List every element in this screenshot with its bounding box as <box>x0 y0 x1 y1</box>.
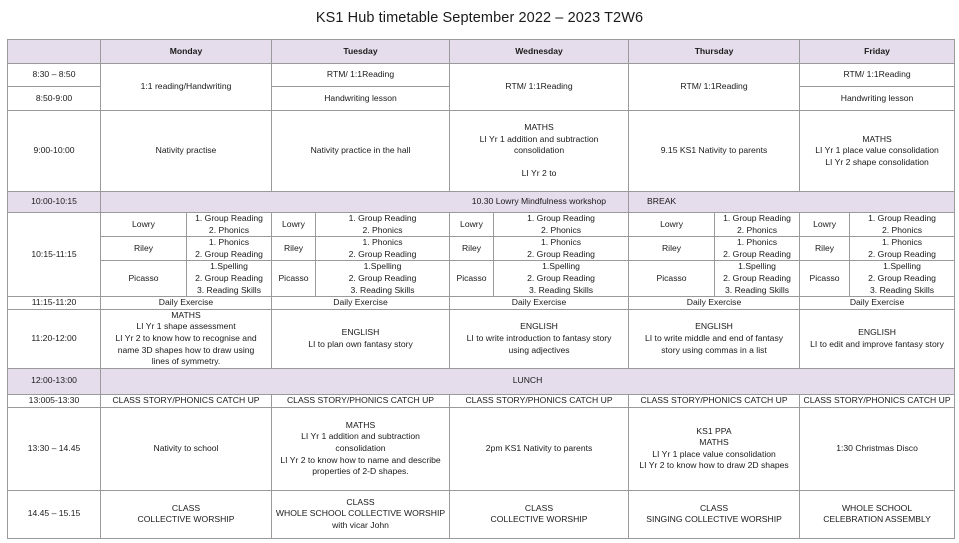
cell-mon-afternoon: Nativity to school <box>101 407 272 490</box>
table-row <box>8 297 955 310</box>
cell-thu-worship: CLASS SINGING COLLECTIVE WORSHIP <box>629 490 800 538</box>
cell-fri-early-1: RTM/ 1:1Reading <box>800 64 955 87</box>
cell-thu-afternoon: KS1 PPA MATHS LI Yr 1 place value consolidation LI Yr 2 to know how to draw 2D shapes <box>629 407 800 490</box>
table-row <box>8 111 955 192</box>
table-row <box>8 490 955 538</box>
group-riley-activities: 1. Phonics 2. Group Reading <box>494 237 629 261</box>
cell-wed-afternoon: 2pm KS1 Nativity to parents <box>450 407 629 490</box>
day-header-tuesday: Tuesday <box>272 40 450 64</box>
day-header-monday: Monday <box>101 40 272 64</box>
group-lowry-activities: 1. Group Reading 2. Phonics <box>715 213 800 237</box>
cell-fri-session1: MATHS LI Yr 1 place value consolidation LI Yr 2 shape consolidation <box>800 111 955 192</box>
cell-tue-early-1: RTM/ 1:1Reading <box>272 64 450 87</box>
group-lowry-activities: 1. Group Reading 2. Phonics <box>316 213 450 237</box>
table-row <box>8 237 955 261</box>
group-picasso-activities: 1.Spelling 2. Group Reading 3. Reading Skills <box>187 261 272 297</box>
time-cell: 10:15-11:15 <box>8 213 101 297</box>
cell-tue-afternoon: MATHS LI Yr 1 addition and subtraction consolidation LI Yr 2 to know how to name and describe properties of 2-D shapes. <box>272 407 450 490</box>
group-riley-activities: 1. Phonics 2. Group Reading <box>187 237 272 261</box>
time-cell: 11:20-12:00 <box>8 309 101 368</box>
cell-wed-worship: CLASS COLLECTIVE WORSHIP <box>450 490 629 538</box>
cell-mon-session1: Nativity practise <box>101 111 272 192</box>
group-riley: Riley <box>800 237 850 261</box>
group-lowry-activities: 1. Group Reading 2. Phonics <box>850 213 955 237</box>
table-row <box>8 213 955 237</box>
cell-tue-worship: CLASS WHOLE SCHOOL COLLECTIVE WORSHIP with vicar John <box>272 490 450 538</box>
group-lowry: Lowry <box>450 213 494 237</box>
group-lowry: Lowry <box>629 213 715 237</box>
table-row <box>8 394 955 407</box>
cell-wed-exercise: Daily Exercise <box>450 297 629 310</box>
cell-thu-session1: 9.15 KS1 Nativity to parents <box>629 111 800 192</box>
group-picasso-activities: 1.Spelling 2. Group Reading 3. Reading Skills <box>850 261 955 297</box>
timetable <box>7 39 955 539</box>
group-riley-activities: 1. Phonics 2. Group Reading <box>715 237 800 261</box>
time-cell: 14.45 – 15.15 <box>8 490 101 538</box>
cell-thu-early: RTM/ 1:1Reading <box>629 64 800 111</box>
time-cell: 11:15-11:20 <box>8 297 101 310</box>
cell-fri-early-2: Handwriting lesson <box>800 87 955 111</box>
cell-wed-early: RTM/ 1:1Reading <box>450 64 629 111</box>
table-row <box>8 309 955 368</box>
time-cell: 8:50-9:00 <box>8 87 101 111</box>
cell-fri-session2: ENGLISH LI to edit and improve fantasy story <box>800 309 955 368</box>
group-picasso: Picasso <box>800 261 850 297</box>
cell-mon-early: 1:1 reading/Handwriting <box>101 64 272 111</box>
cell-fri-afternoon: 1:30 Christmas Disco <box>800 407 955 490</box>
table-row <box>8 64 955 87</box>
group-picasso: Picasso <box>450 261 494 297</box>
time-cell: 8:30 – 8:50 <box>8 64 101 87</box>
group-riley: Riley <box>272 237 316 261</box>
corner-cell <box>8 40 101 64</box>
cell-thu-exercise: Daily Exercise <box>629 297 800 310</box>
group-lowry-activities: 1. Group Reading 2. Phonics <box>494 213 629 237</box>
cell-tue-session1: Nativity practice in the hall <box>272 111 450 192</box>
group-lowry-activities: 1. Group Reading 2. Phonics <box>187 213 272 237</box>
day-header-wednesday: Wednesday <box>450 40 629 64</box>
break-label: BREAK <box>629 192 955 213</box>
group-picasso-activities: 1.Spelling 2. Group Reading 3. Reading Skills <box>316 261 450 297</box>
group-picasso: Picasso <box>272 261 316 297</box>
cell-tue-catchup: CLASS STORY/PHONICS CATCH UP <box>272 394 450 407</box>
time-cell: 13:005-13:30 <box>8 394 101 407</box>
cell-fri-catchup: CLASS STORY/PHONICS CATCH UP <box>800 394 955 407</box>
cell-wed-session1: MATHS LI Yr 1 addition and subtraction consolidation LI Yr 2 to <box>450 111 629 192</box>
header-row <box>8 40 955 64</box>
group-riley-activities: 1. Phonics 2. Group Reading <box>316 237 450 261</box>
break-row <box>8 192 955 213</box>
cell-mon-worship: CLASS COLLECTIVE WORSHIP <box>101 490 272 538</box>
cell-tue-exercise: Daily Exercise <box>272 297 450 310</box>
time-cell: 12:00-13:00 <box>8 368 101 394</box>
group-picasso: Picasso <box>101 261 187 297</box>
cell-tue-session2: ENGLISH LI to plan own fantasy story <box>272 309 450 368</box>
cell-wed-session2: ENGLISH LI to write introduction to fantasy story using adjectives <box>450 309 629 368</box>
cell-fri-worship: WHOLE SCHOOL CELEBRATION ASSEMBLY <box>800 490 955 538</box>
day-header-thursday: Thursday <box>629 40 800 64</box>
time-cell: 10:00-10:15 <box>8 192 101 213</box>
cell-mon-catchup: CLASS STORY/PHONICS CATCH UP <box>101 394 272 407</box>
group-lowry: Lowry <box>272 213 316 237</box>
cell-thu-catchup: CLASS STORY/PHONICS CATCH UP <box>629 394 800 407</box>
group-picasso: Picasso <box>629 261 715 297</box>
lunch-row <box>8 368 955 394</box>
group-lowry: Lowry <box>101 213 187 237</box>
cell-thu-session2: ENGLISH LI to write middle and end of fantasy story using commas in a list <box>629 309 800 368</box>
group-picasso-activities: 1.Spelling 2. Group Reading 3. Reading Skills <box>715 261 800 297</box>
cell-mon-exercise: Daily Exercise <box>101 297 272 310</box>
day-header-friday: Friday <box>800 40 955 64</box>
cell-mon-session2: MATHS LI Yr 1 shape assessment LI Yr 2 to know how to recognise and name 3D shapes how to draw using lines of symmetry. <box>101 309 272 368</box>
group-riley: Riley <box>101 237 187 261</box>
group-picasso-activities: 1.Spelling 2. Group Reading 3. Reading Skills <box>494 261 629 297</box>
group-riley: Riley <box>629 237 715 261</box>
table-row <box>8 261 955 297</box>
group-lowry: Lowry <box>800 213 850 237</box>
lunch-label: LUNCH <box>101 368 955 394</box>
table-row <box>8 407 955 490</box>
time-cell: 13:30 – 14.45 <box>8 407 101 490</box>
cell-fri-exercise: Daily Exercise <box>800 297 955 310</box>
cell-wed-catchup: CLASS STORY/PHONICS CATCH UP <box>450 394 629 407</box>
break-mindfulness: 10.30 Lowry Mindfulness workshop <box>101 192 629 213</box>
cell-tue-early-2: Handwriting lesson <box>272 87 450 111</box>
group-riley: Riley <box>450 237 494 261</box>
time-cell: 9:00-10:00 <box>8 111 101 192</box>
page-title: KS1 Hub timetable September 2022 – 2023 T2W6 <box>315 10 644 26</box>
group-riley-activities: 1. Phonics 2. Group Reading <box>850 237 955 261</box>
